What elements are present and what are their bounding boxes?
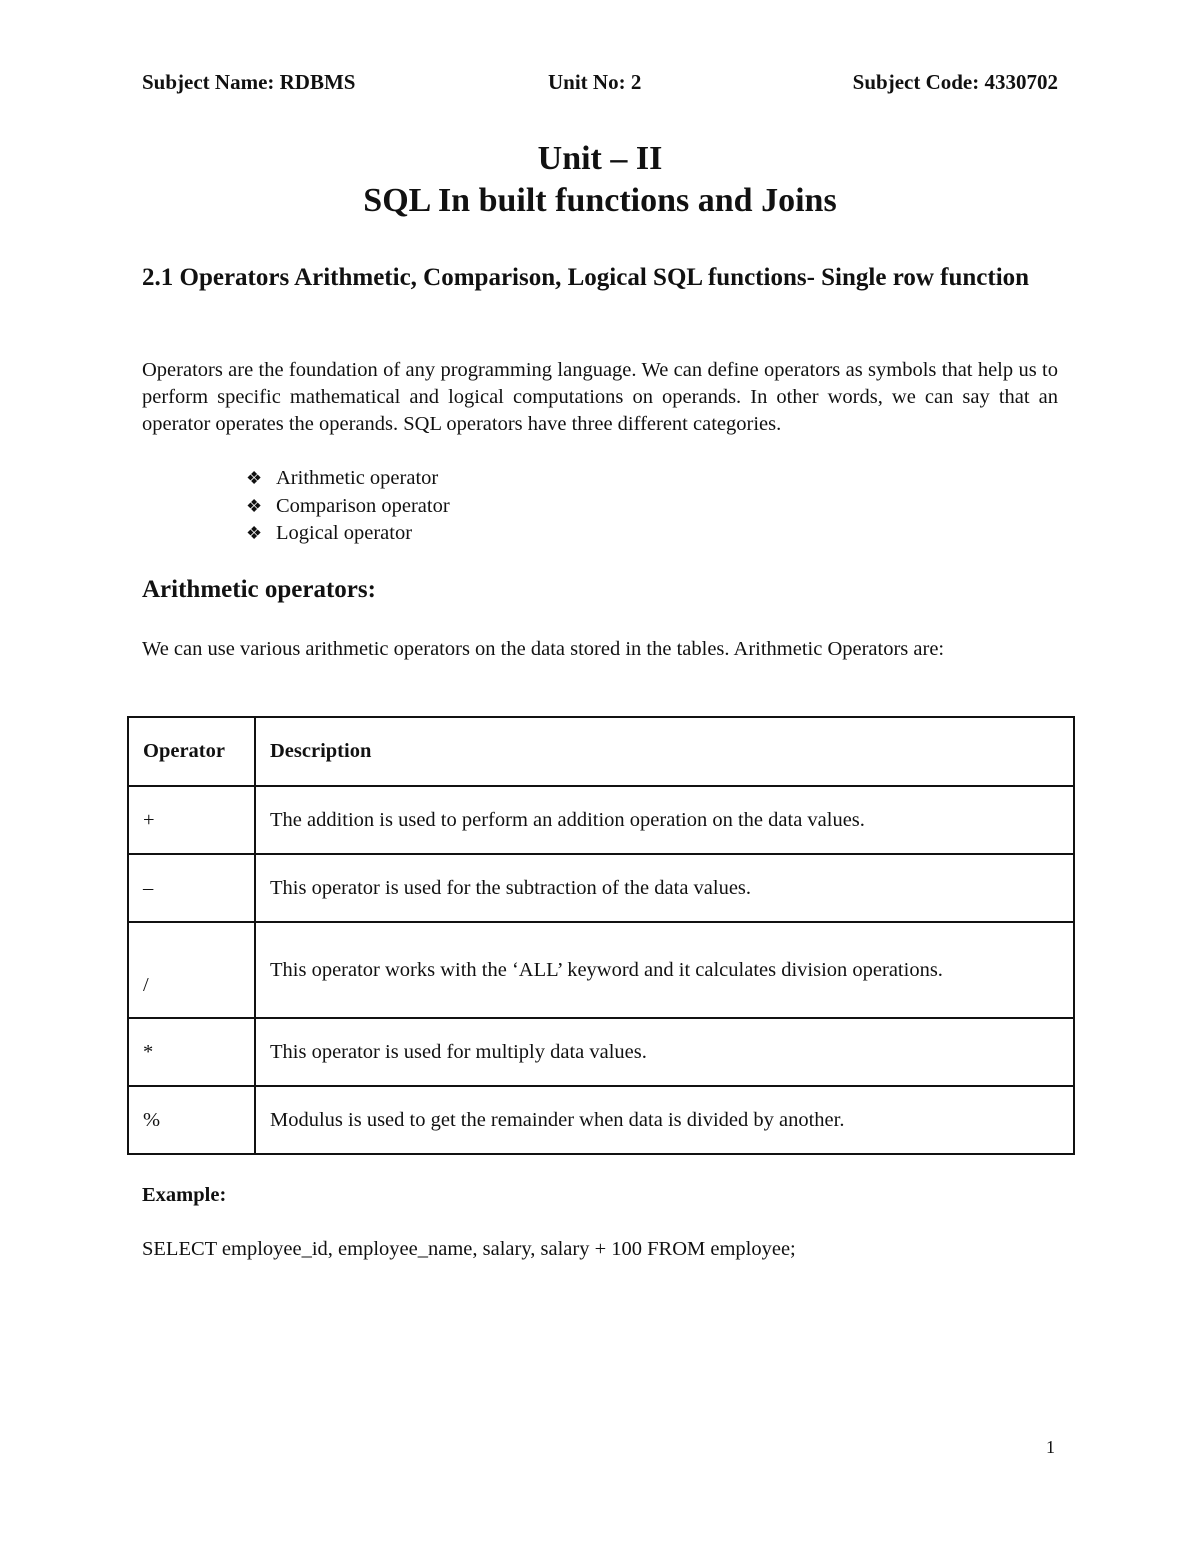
column-header-description: Description <box>255 717 1074 786</box>
description-cell: This operator is used for multiply data values. <box>255 1018 1074 1086</box>
unit-subtitle: SQL In built functions and Joins <box>363 182 837 219</box>
unit-title: Unit – II <box>537 140 663 177</box>
table-header-row <box>128 717 1074 786</box>
example-sql-query: SELECT employee_id, employee_name, salary, salary + 100 FROM employee; <box>142 1238 796 1260</box>
operator-cell: % <box>128 1086 255 1154</box>
list-item <box>246 520 450 548</box>
table-row <box>128 786 1074 854</box>
subject-name: Subject Name: RDBMS <box>142 70 356 94</box>
description-cell: The addition is used to perform an addition operation on the data values. <box>255 786 1074 854</box>
diamond-bullet-icon: ❖ <box>246 523 263 543</box>
list-item <box>246 465 450 493</box>
arithmetic-operators-table <box>127 716 1075 1155</box>
operator-symbol: / <box>143 973 149 996</box>
operator-cell: + <box>128 786 255 854</box>
column-header-operator: Operator <box>128 717 255 786</box>
table-row <box>128 854 1074 922</box>
description-cell: This operator is used for the subtraction of the data values. <box>255 854 1074 922</box>
table-row <box>128 1018 1074 1086</box>
unit-number: Unit No: 2 <box>548 70 642 94</box>
list-item <box>246 493 450 521</box>
description-cell: Modulus is used to get the remainder when data is divided by another. <box>255 1086 1074 1154</box>
description-cell <box>255 922 1074 1018</box>
operator-cell: * <box>128 1018 255 1086</box>
list-item-label: Logical operator <box>276 522 413 544</box>
page-header <box>142 70 1058 100</box>
operator-cell: – <box>128 854 255 922</box>
description-text: This operator works with the ‘ALL’ keyword and it calculates division operations. <box>270 958 943 981</box>
operator-categories-list <box>246 465 450 548</box>
example-label: Example: <box>142 1184 227 1206</box>
subject-code: Subject Code: 4330702 <box>852 70 1058 94</box>
list-item-label: Arithmetic operator <box>276 467 439 489</box>
list-item-label: Comparison operator <box>276 494 450 517</box>
table-row <box>128 1086 1074 1154</box>
arithmetic-intro: We can use various arithmetic operators on the data stored in the tables. Arithmetic Operators are: <box>142 638 945 660</box>
arithmetic-heading: Arithmetic operators: <box>142 576 376 603</box>
intro-paragraph: Operators are the foundation of any programming language. We can define operators as symbols that help us to perform specific mathematical and logical computations on operands. In other words, we can say that an operator operates the operands. SQL operators have three different categories. <box>142 359 1058 435</box>
diamond-bullet-icon: ❖ <box>246 495 263 516</box>
section-heading: 2.1 Operators Arithmetic, Comparison, Logical SQL functions- Single row function <box>142 264 1030 291</box>
page-number: 1 <box>1046 1437 1055 1457</box>
operator-cell <box>128 922 255 1018</box>
diamond-bullet-icon: ❖ <box>246 468 263 488</box>
table-row <box>128 922 1074 1018</box>
